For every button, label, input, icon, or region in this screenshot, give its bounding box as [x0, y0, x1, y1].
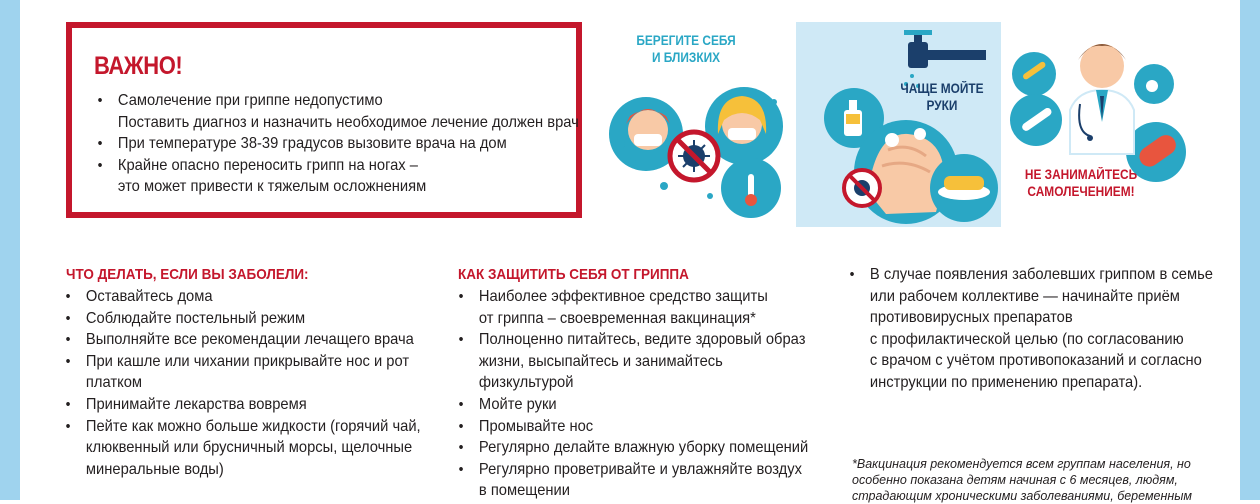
list-item: • Принимайте лекарства вовремя	[62, 394, 412, 416]
list-item: • Оставайтесь дома	[62, 286, 412, 308]
left-frame-border	[0, 0, 20, 500]
wash-hands-caption: ЧАЩЕ МОЙТЕ РУКИ	[900, 81, 984, 113]
right-frame-border	[1240, 0, 1260, 500]
protect-list	[455, 286, 835, 502]
list-item: • Промывайте нос	[455, 416, 805, 438]
family-virus-icon	[606, 24, 786, 224]
important-title: ВАЖНО!	[94, 52, 183, 80]
list-item: • Пейте как можно больше жидкости (горячий чай, клюквенный или брусничный морсы, щелочные минеральные воды)	[62, 416, 412, 481]
list-item: • Регулярно делайте влажную уборку помещений	[455, 437, 805, 459]
list-item: • При температуре 38-39 градусов вызовите врача на дом	[94, 133, 530, 155]
list-item: • Полноценно питайтесь, ведите здоровый образ жизни, высыпайтесь и занимайтесь физкультурой	[455, 329, 805, 394]
list-item: • Наиболее эффективное средство защиты от гриппа – своевременная вакцинация*	[455, 286, 805, 329]
care-family-caption: БЕРЕГИТЕ СЕБЯ И БЛИЗКИХ	[636, 33, 736, 65]
list-item: • Самолечение при гриппе недопустимо Поставить диагноз и назначить необходимое лечение должен врач	[94, 90, 530, 133]
list-item: • Мойте руки	[455, 394, 805, 416]
protect-heading: КАК ЗАЩИТИТЬ СЕБЯ ОТ ГРИППА	[458, 266, 689, 283]
hand-washing-icon	[796, 22, 1001, 227]
family-list	[846, 264, 1226, 394]
list-item: • При кашле или чихании прикрывайте нос и рот платком	[62, 351, 412, 394]
list-item: • Выполняйте все рекомендации лечащего врача	[62, 329, 412, 351]
sick-heading: ЧТО ДЕЛАТЬ, ЕСЛИ ВЫ ЗАБОЛЕЛИ:	[66, 266, 309, 283]
illustration-doctor	[1006, 24, 1196, 224]
illustration-wash-hands	[796, 22, 1001, 227]
important-notice-box	[66, 22, 582, 218]
vaccination-footnote: *Вакцинация рекомендуется всем группам населения, но особенно показана детям начиная с 6 месяцев, людям, страдающим хроническими заболеваниями, беременным	[852, 457, 1192, 503]
sick-list	[62, 286, 442, 480]
illustration-care-family	[606, 24, 786, 224]
list-item: • В случае появления заболевших гриппом в семье или рабочем коллективе — начинайте приём противовирусных препаратов с профилактической целью (по согласованию с врачом с учётом противопоказаний и согласно инструкции по применению препарата).	[846, 264, 1196, 394]
list-item: • Соблюдайте постельный режим	[62, 308, 412, 330]
list-item: • Регулярно проветривайте и увлажняйте воздух в помещении	[455, 459, 805, 502]
list-item: • Крайне опасно переносить грипп на ногах – это может привести к тяжелым осложнениям	[94, 155, 530, 198]
important-list	[94, 90, 579, 198]
doctor-caption: НЕ ЗАНИМАЙТЕСЬ САМОЛЕЧЕНИЕМ!	[1024, 167, 1138, 199]
